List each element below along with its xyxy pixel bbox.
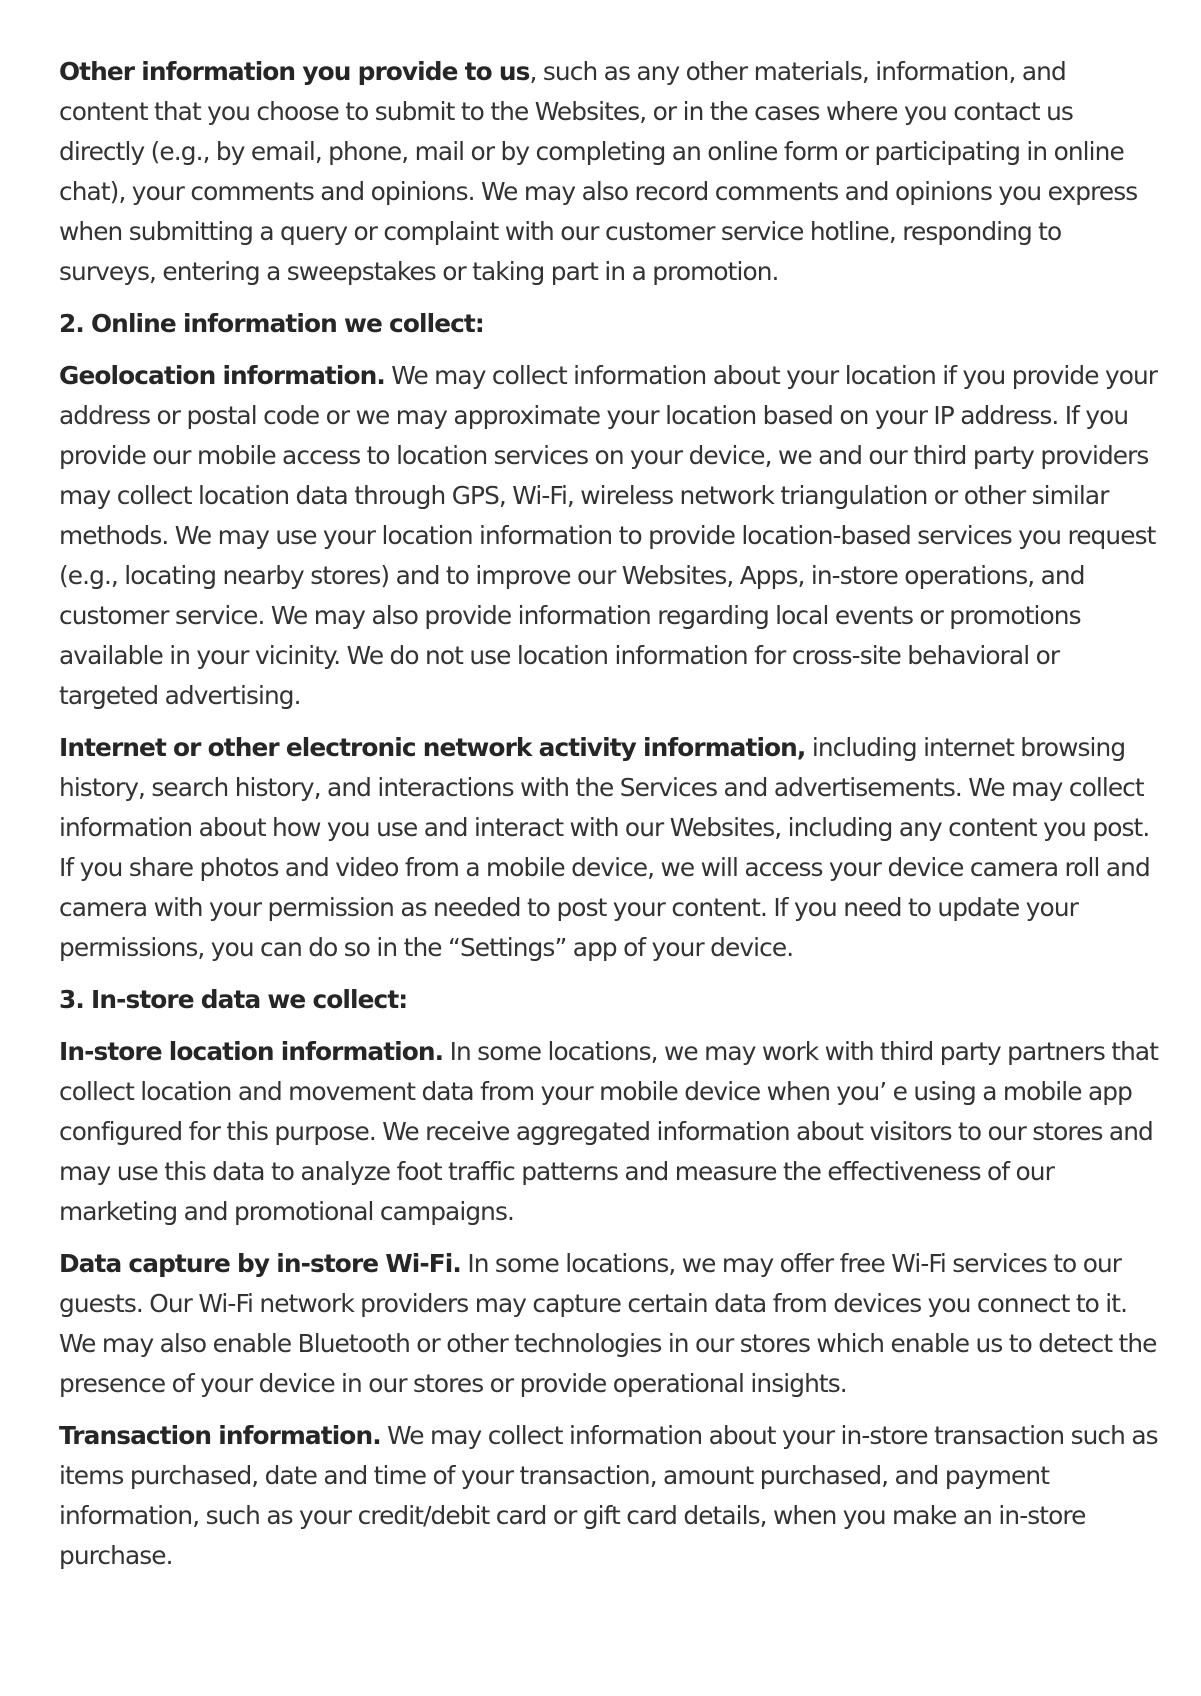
internet-activity-paragraph [59,728,1159,968]
instore-data-heading: 3. In-store data we collect: [59,985,408,1014]
geolocation-lead: Geolocation information. [59,361,385,390]
transaction-paragraph [59,1416,1159,1576]
document-page [59,52,1159,1588]
wifi-capture-body: In some locations, we may offer free Wi-Fi services to our guests. Our Wi-Fi network providers may capture certain data from devices you connect to it. We may also enable Bluetooth or other technologies in our stores which enable us to detect the presence of your device in our stores or provide operational insights. [59,1249,1157,1398]
online-info-heading: 2. Online information we collect: [59,309,484,338]
instore-location-body: In some locations, we may work with third party partners that collect location and movement data from your mobile device when you’ e using a mobile app configured for this purpose. We receive aggregated information about visitors to our stores and may use this data to analyze foot traffic patterns and measure the effectiveness of our marketing and promotional campaigns. [59,1037,1159,1226]
other-info-lead: Other information you provide to us [59,57,530,86]
wifi-capture-lead: Data capture by in-store Wi-Fi. [59,1249,461,1278]
other-info-body: , such as any other materials, information, and content that you choose to submit to the Websites, or in the cases where you contact us directly (e.g., by email, phone, mail or by completing an online form or participating in online chat), your comments and opinions. We may also record comments and opinions you express when submitting a query or complaint with our customer service hotline, responding to surveys, entering a sweepstakes or taking part in a promotion. [59,57,1138,286]
instore-location-lead: In-store location information. [59,1037,444,1066]
geolocation-paragraph [59,356,1159,716]
wifi-capture-paragraph [59,1244,1159,1404]
other-info-paragraph [59,52,1159,292]
transaction-lead: Transaction information. [59,1421,381,1450]
internet-activity-body: including internet browsing history, search history, and interactions with the Services and advertisements. We may collect information about how you use and interact with our Websites, including any content you post. If you share photos and video from a mobile device, we will access your device camera roll and camera with your permission as needed to post your content. If you need to update your permissions, you can do so in the “Settings” app of your device. [59,733,1150,962]
internet-activity-lead: Internet or other electronic network activity information, [59,733,806,762]
instore-location-paragraph [59,1032,1159,1232]
geolocation-body: We may collect information about your location if you provide your address or postal code or we may approximate your location based on your IP address. If you provide our mobile access to location services on your device, we and our third party providers may collect location data through GPS, Wi-Fi, wireless network triangulation or other similar methods. We may use your location information to provide location-based services you request (e.g., locating nearby stores) and to improve our Websites, Apps, in-store operations, and customer service. We may also provide information regarding local events or promotions available in your vicinity. We do not use location information for cross-site behavioral or targeted advertising. [59,361,1158,710]
transaction-body: We may collect information about your in-store transaction such as items purchased, date and time of your transaction, amount purchased, and payment information, such as your credit/debit card or gift card details, when you make an in-store purchase. [59,1421,1158,1570]
